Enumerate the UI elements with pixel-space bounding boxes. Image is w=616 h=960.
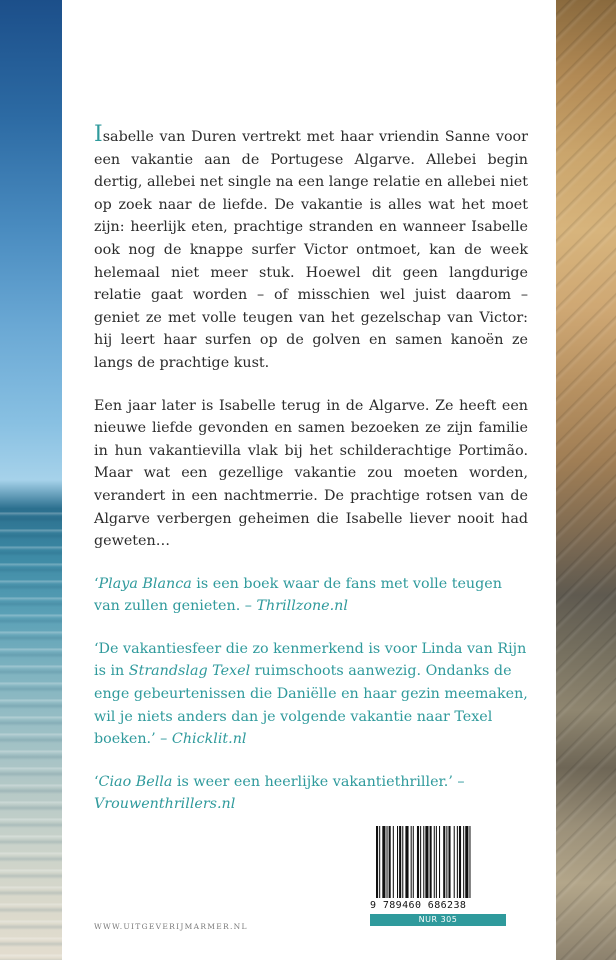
quote-text: ruimschoots aanwezig. Ondanks de enge gebeurtenissen die Daniëlle en haar gezin meemaken, wil je niets anders dan je volgende vakantie naar Texel boeken.’ – (94, 663, 528, 748)
quote-source: Vrouwenthrillers.nl (94, 796, 236, 813)
quote-book-title: Playa Blanca (98, 575, 192, 592)
quote-mark: ‘ (94, 773, 99, 790)
quote-text: is weer een heerlijke vakantiethriller.’ – (172, 773, 465, 790)
quote-text: De vakantiesfeer die zo kenmerkend is voor Linda van Rijn is in (94, 640, 527, 680)
quote-mark: ‘ (94, 575, 99, 592)
barcode-bars (374, 826, 502, 900)
rock-texture (556, 0, 616, 960)
blurb-paragraph-2: Een jaar later is Isabelle terug in de Algarve. Ze heeft een nieuwe liefde gevonden en samen bezoeken ze zijn familie in hun vakantievilla vlak bij het schilderachtige Portimão. Maar wat een gezellige vakantie zou moeten worden, verandert in een nachtmerrie. De prachtige rotsen van de Algarve verbergen geheimen die Isabelle liever nooit had geweten… (94, 397, 528, 550)
blurb-paragraph-1 (94, 122, 528, 375)
review-quote (94, 771, 528, 816)
quote-source: Chicklit.nl (171, 731, 247, 748)
review-quote (94, 573, 528, 618)
barcode-digits: 9 789460 686238 (370, 900, 467, 911)
quote-book-title: Ciao Bella (98, 773, 173, 790)
quote-mark: ‘ (94, 640, 99, 657)
quote-text: is een boek waar de fans met volle teugen van zullen genieten. – (94, 575, 502, 615)
review-quotes (94, 573, 528, 816)
sea-photo-strip (0, 0, 62, 960)
review-quote (94, 638, 528, 751)
blurb-paragraph-1-text: sabelle van Duren vertrekt met haar vriendin Sanne voor een vakantie aan de Portugese Algarve. Allebei begin dertig, allebei net single na een lange relatie en allebei niet op zoek naar de liefde. De vakantie is alles wat het moet zijn: heerlijk eten, prachtige stranden en wanneer Isabelle ook nog de knappe surfer Victor ontmoet, kan de week helemaal niet meer stuk. Hoewel dit geen langdurige relatie gaat worden – of misschien wel juist daarom – geniet ze met volle teugen van het gezelschap van Victor: hij leert haar surfen op de golven en samen kanoën ze langs de prachtige kust. (94, 129, 528, 371)
nur-code-badge: NUR 305 (370, 914, 506, 926)
rock-photo-strip (556, 0, 616, 960)
quote-source: Thrillzone.nl (256, 598, 348, 615)
drop-cap: I (94, 122, 103, 147)
publisher-website: WWW.UITGEVERIJMARMER.NL (94, 922, 248, 931)
sea-waves-texture (0, 505, 62, 960)
quote-book-title: Strandslag Texel (128, 663, 251, 680)
isbn-barcode (370, 826, 506, 926)
back-cover-text (94, 122, 528, 836)
